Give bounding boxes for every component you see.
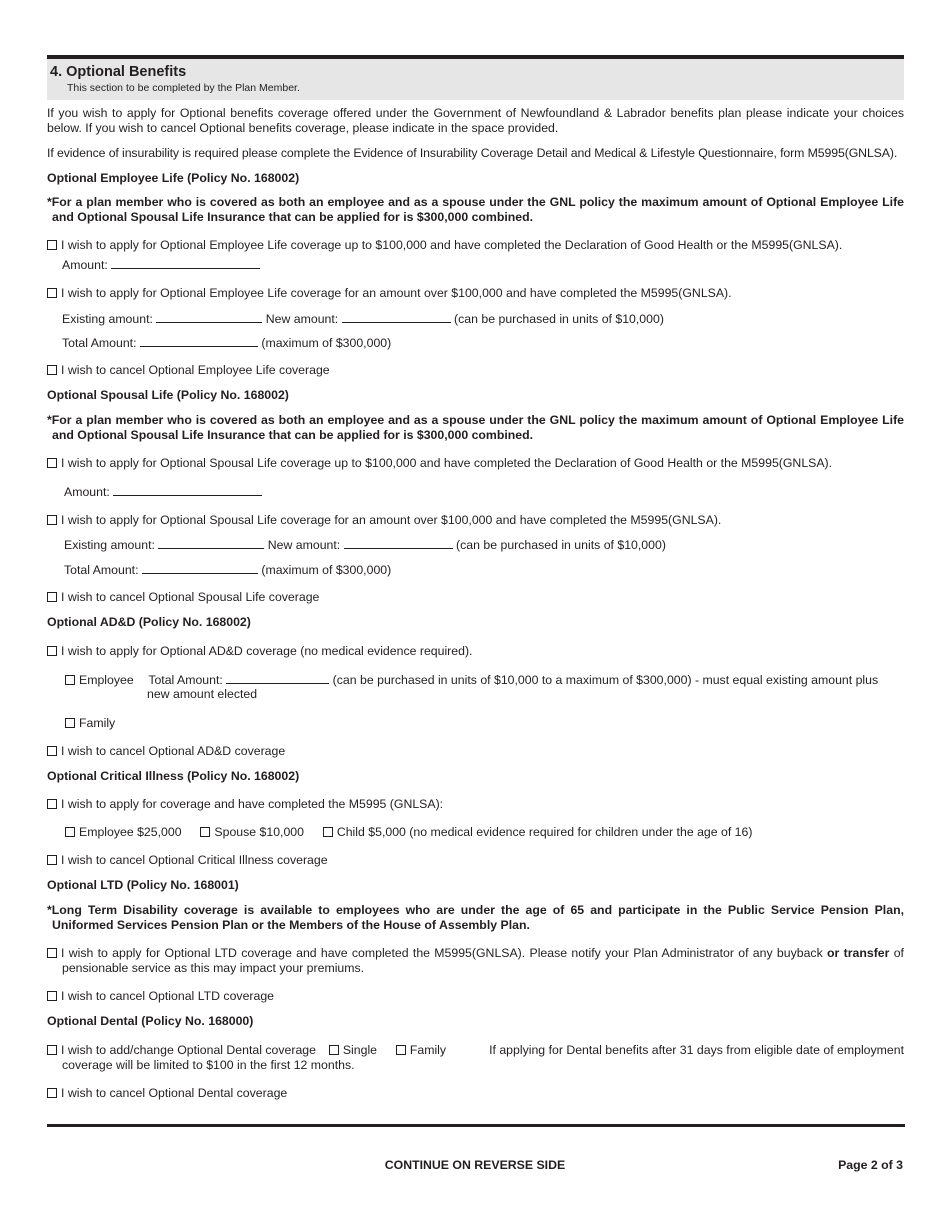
dental-heading: Optional Dental (Policy No. 168000) xyxy=(47,1014,254,1028)
ltd-option-1 xyxy=(47,946,904,976)
critical-illness-option-1 xyxy=(47,797,904,812)
dental-single-checkbox[interactable] xyxy=(329,1045,339,1055)
page-number: Page 2 of 3 xyxy=(838,1158,903,1172)
spousal-life-total-label: Total Amount: xyxy=(64,563,139,577)
bottom-rule xyxy=(47,1124,905,1127)
employee-life-option-1-checkbox[interactable] xyxy=(47,240,57,250)
critical-illness-employee-label: Employee $25,000 xyxy=(79,825,182,839)
spousal-life-option-1 xyxy=(47,456,904,471)
spousal-life-existing-field[interactable] xyxy=(158,537,264,549)
employee-life-max-note: (maximum of $300,000) xyxy=(261,336,392,350)
spousal-life-units-note: (can be purchased in units of $10,000) xyxy=(456,538,666,552)
ltd-option-1-label-b: of pensionable service as this may impact your premiums. xyxy=(62,946,904,975)
add-total-label: Total Amount: xyxy=(148,673,223,687)
dental-option-1-checkbox[interactable] xyxy=(47,1045,57,1055)
ltd-option-1-label-bold: or transfer xyxy=(827,946,890,960)
spousal-life-new-field[interactable] xyxy=(344,537,453,549)
spousal-life-amount-row xyxy=(47,484,904,500)
add-heading: Optional AD&D (Policy No. 168002) xyxy=(47,615,251,629)
spousal-life-option-1-checkbox[interactable] xyxy=(47,458,57,468)
employee-life-note: *For a plan member who is covered as both an employee and as a spouse under the GNL policy the maximum amount of Optional Employee Life and Optional Spousal Life Insurance that can be applied for is $300,000 combined. xyxy=(47,195,904,224)
spousal-life-option-2 xyxy=(47,513,904,528)
spousal-life-cancel xyxy=(47,590,904,605)
spousal-life-note: *For a plan member who is covered as both an employee and as a spouse under the GNL policy the maximum amount of Optional Employee Life and Optional Spousal Life Insurance that can be applied for is $300,000 combined. xyxy=(47,413,904,442)
ltd-cancel xyxy=(47,989,904,1004)
dental-note-cont: coverage will be limited to $100 in the first 12 months. xyxy=(62,1058,355,1072)
add-total-note-cont: new amount elected xyxy=(147,687,258,701)
dental-cancel xyxy=(47,1086,904,1101)
critical-illness-spouse-label: Spouse $10,000 xyxy=(214,825,304,839)
spousal-life-option-1-label: I wish to apply for Optional Spousal Life coverage up to $100,000 and have completed the Declaration of Good Health or the M5995(GNLSA). xyxy=(61,456,833,470)
employee-life-existing-row xyxy=(47,311,904,327)
form-page xyxy=(47,55,904,1100)
dental-option-1 xyxy=(47,1043,904,1058)
add-cancel xyxy=(47,744,904,759)
critical-illness-child-checkbox[interactable] xyxy=(323,827,333,837)
critical-illness-cancel xyxy=(47,853,904,868)
critical-illness-option-1-checkbox[interactable] xyxy=(47,799,57,809)
spousal-life-amount-label: Amount: xyxy=(64,485,110,499)
dental-family-label: Family xyxy=(409,1043,447,1057)
spousal-life-existing-label: Existing amount: xyxy=(64,538,155,552)
employee-life-units-note: (can be purchased in units of $10,000) xyxy=(454,312,664,326)
spousal-life-heading: Optional Spousal Life (Policy No. 168002) xyxy=(47,388,289,402)
employee-life-total-field[interactable] xyxy=(140,335,258,347)
add-option-1-label: I wish to apply for Optional AD&D coverage (no medical evidence required). xyxy=(61,644,473,658)
add-family-row xyxy=(47,716,904,731)
add-total-field[interactable] xyxy=(226,672,329,684)
employee-life-option-2-checkbox[interactable] xyxy=(47,288,57,298)
critical-illness-heading: Optional Critical Illness (Policy No. 168002) xyxy=(47,769,300,783)
employee-life-cancel xyxy=(47,363,904,378)
intro-paragraph: If you wish to apply for Optional benefits coverage offered under the Government of Newfoundland & Labrador benefits plan please indicate your choices below. If you wish to cancel Optional benefits coverage, please indicate in the space provided. xyxy=(47,106,904,135)
spousal-life-amount-field[interactable] xyxy=(113,484,262,496)
dental-cancel-label: I wish to cancel Optional Dental coverage xyxy=(61,1086,288,1100)
employee-life-amount-label: Amount: xyxy=(62,258,108,272)
spousal-life-option-2-label: I wish to apply for Optional Spousal Life coverage for an amount over $100,000 and have completed the M5995(GNLSA). xyxy=(61,513,722,527)
intro-evidence-paragraph: If evidence of insurability is required please complete the Evidence of Insurability Coverage Detail and Medical & Lifestyle Questionnaire, form M5995(GNLSA). xyxy=(47,146,898,160)
dental-cancel-checkbox[interactable] xyxy=(47,1088,57,1098)
critical-illness-option-1-label: I wish to apply for coverage and have completed the M5995 (GNLSA): xyxy=(61,797,444,811)
ltd-cancel-label: I wish to cancel Optional LTD coverage xyxy=(61,989,275,1003)
dental-single-label: Single xyxy=(342,1043,378,1057)
ltd-note: *Long Term Disability coverage is available to employees who are under the age of 65 and participate in the Public Service Pension Plan, Uniformed Services Pension Plan or the Members of the House of Assembly Plan. xyxy=(47,903,904,932)
employee-life-option-1-label: I wish to apply for Optional Employee Life coverage up to $100,000 and have completed the Declaration of Good Health or the M5995(GNLSA). xyxy=(61,238,843,252)
add-total-note: (can be purchased in units of $10,000 to a maximum of $300,000) - must equal existing amount plus xyxy=(332,673,879,687)
employee-life-total-label: Total Amount: xyxy=(62,336,137,350)
add-employee-checkbox[interactable] xyxy=(65,675,75,685)
employee-life-new-field[interactable] xyxy=(342,311,451,323)
section-title: 4. Optional Benefits xyxy=(50,64,187,80)
employee-life-heading: Optional Employee Life (Policy No. 168002) xyxy=(47,171,300,185)
add-cancel-checkbox[interactable] xyxy=(47,746,57,756)
employee-life-cancel-checkbox[interactable] xyxy=(47,365,57,375)
employee-life-amount-row xyxy=(47,257,904,273)
dental-family-checkbox[interactable] xyxy=(396,1045,406,1055)
critical-illness-employee-checkbox[interactable] xyxy=(65,827,75,837)
ltd-cancel-checkbox[interactable] xyxy=(47,991,57,1001)
spousal-life-option-2-checkbox[interactable] xyxy=(47,515,57,525)
critical-illness-choices-row xyxy=(47,825,904,840)
employee-life-existing-field[interactable] xyxy=(156,311,262,323)
critical-illness-cancel-checkbox[interactable] xyxy=(47,855,57,865)
ltd-heading: Optional LTD (Policy No. 168001) xyxy=(47,878,239,892)
add-employee-label: Employee xyxy=(79,673,134,687)
add-cancel-label: I wish to cancel Optional AD&D coverage xyxy=(61,744,286,758)
employee-life-option-2 xyxy=(47,286,904,301)
spousal-life-total-row xyxy=(47,562,904,578)
employee-life-existing-label: Existing amount: xyxy=(62,312,153,326)
ltd-option-1-label-a: I wish to apply for Optional LTD coverage and have completed the M5995(GNLSA). Please notify your Plan Administrator of any buyback xyxy=(61,946,828,960)
employee-life-amount-field[interactable] xyxy=(111,257,260,269)
employee-life-new-label: New amount: xyxy=(265,312,339,326)
spousal-life-total-field[interactable] xyxy=(142,562,258,574)
add-family-checkbox[interactable] xyxy=(65,718,75,728)
ltd-option-1-checkbox[interactable] xyxy=(47,948,57,958)
spousal-life-max-note: (maximum of $300,000) xyxy=(261,563,392,577)
critical-illness-cancel-label: I wish to cancel Optional Critical Illness coverage xyxy=(61,853,328,867)
add-family-label: Family xyxy=(79,716,116,730)
critical-illness-spouse-checkbox[interactable] xyxy=(200,827,210,837)
dental-option-1-label: I wish to add/change Optional Dental coverage xyxy=(61,1043,316,1057)
add-option-1 xyxy=(47,644,904,659)
dental-note: If applying for Dental benefits after 31 days from eligible date of employment xyxy=(489,1043,904,1057)
section-header xyxy=(47,59,904,100)
spousal-life-new-label: New amount: xyxy=(267,538,341,552)
critical-illness-child-label: Child $5,000 (no medical evidence required for children under the age of 16) xyxy=(336,825,753,839)
employee-life-cancel-label: I wish to cancel Optional Employee Life coverage xyxy=(61,363,330,377)
spousal-life-cancel-checkbox[interactable] xyxy=(47,592,57,602)
employee-life-total-row xyxy=(47,335,904,351)
section-subtitle: This section to be completed by the Plan Member. xyxy=(67,82,300,94)
add-option-1-checkbox[interactable] xyxy=(47,646,57,656)
continue-notice: CONTINUE ON REVERSE SIDE xyxy=(384,1158,566,1172)
spousal-life-existing-row xyxy=(47,537,904,553)
add-employee-row xyxy=(47,672,904,688)
employee-life-option-2-label: I wish to apply for Optional Employee Life coverage for an amount over $100,000 and have completed the M5995(GNLSA). xyxy=(61,286,732,300)
spousal-life-cancel-label: I wish to cancel Optional Spousal Life coverage xyxy=(61,590,320,604)
employee-life-option-1 xyxy=(47,238,904,253)
